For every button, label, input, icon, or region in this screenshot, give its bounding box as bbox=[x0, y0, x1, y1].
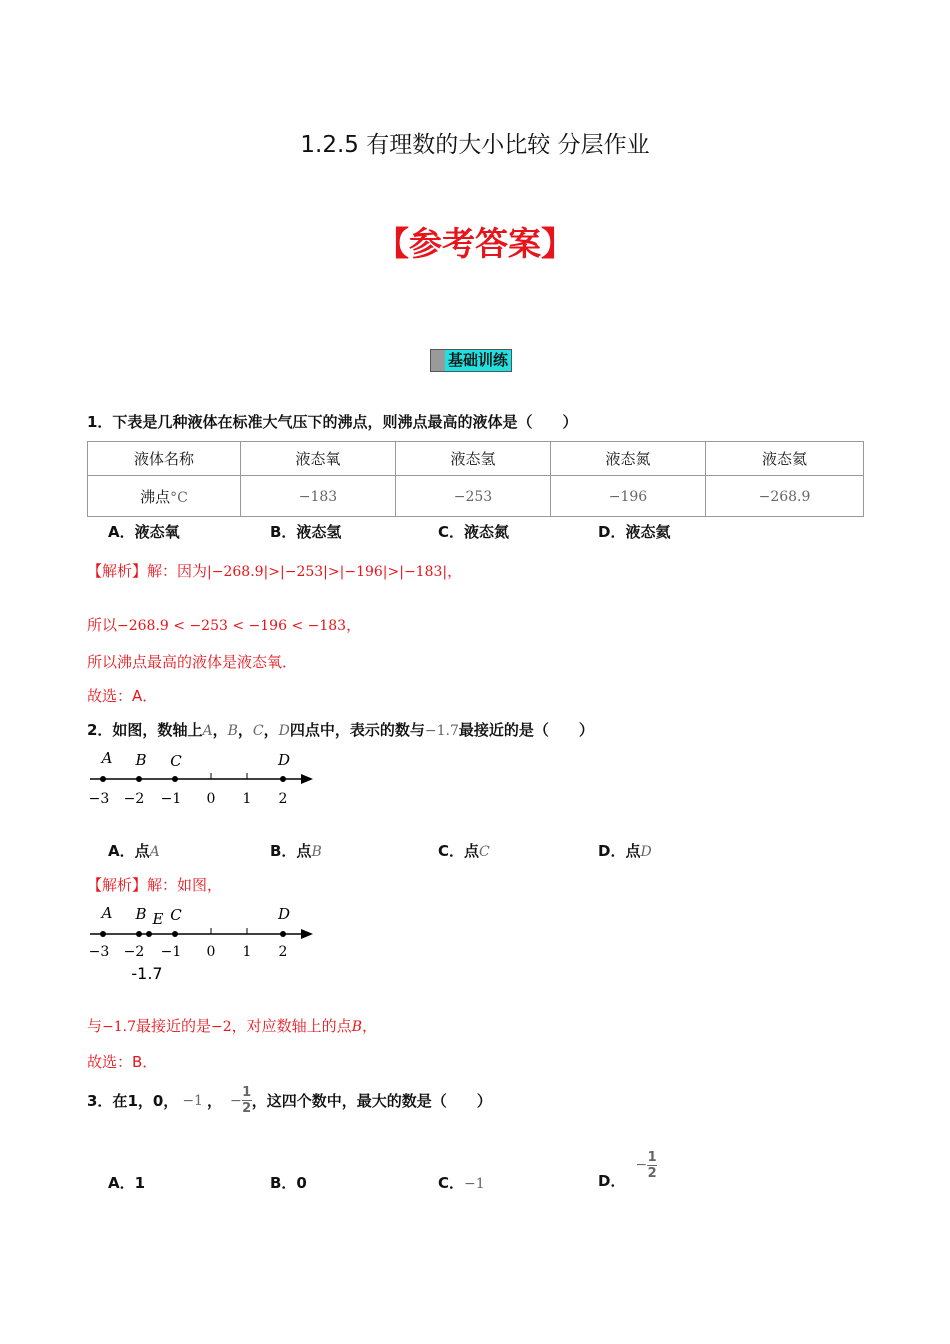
q1-option-d: D．液态氦 bbox=[598, 523, 671, 541]
option-label: D． bbox=[598, 1171, 626, 1190]
value: −1.7 bbox=[424, 723, 459, 739]
table-cell bbox=[88, 476, 241, 517]
axis-arrow bbox=[301, 774, 313, 784]
tick-label: 2 bbox=[278, 944, 288, 960]
point-label: A bbox=[202, 723, 213, 739]
point-label: C bbox=[170, 906, 182, 924]
point-label: A bbox=[101, 749, 113, 767]
table-cell: 液态氮 bbox=[551, 442, 706, 476]
section-label: 基础训练 bbox=[445, 350, 511, 371]
q1-solution-line3: 所以沸点最高的液体是液态氧． bbox=[87, 653, 298, 671]
solution-text: ，对应数轴上的点 bbox=[231, 1017, 352, 1035]
q2-solution-line2 bbox=[87, 1015, 377, 1036]
solution-math: B bbox=[351, 1019, 362, 1035]
value: −1 bbox=[464, 1176, 485, 1192]
point-label: C bbox=[479, 844, 490, 860]
option-label: C． bbox=[438, 1174, 465, 1192]
q-text: 1，0， bbox=[127, 1092, 179, 1110]
solution-text: ， bbox=[447, 562, 463, 580]
table-cell bbox=[706, 476, 864, 517]
numerator: 1 bbox=[242, 1085, 252, 1100]
solution-text: 最接近的是 bbox=[136, 1017, 212, 1035]
denominator: 2 bbox=[242, 1101, 252, 1116]
q2-solution-line3: 故选：B． bbox=[87, 1053, 158, 1071]
option-label: B．点 bbox=[270, 842, 312, 860]
answer-header: 【参考答案】 bbox=[376, 224, 574, 263]
point-label: D bbox=[278, 723, 290, 739]
solution-math: −2 bbox=[211, 1019, 232, 1035]
table-cell: 液态氧 bbox=[241, 442, 396, 476]
q3-option-d bbox=[598, 1143, 657, 1190]
solution-prefix: 【解析】 bbox=[87, 562, 148, 580]
point-label: C bbox=[170, 752, 182, 770]
tick-label: −2 bbox=[123, 944, 145, 960]
q-text: 四点中，表示的数与 bbox=[289, 721, 425, 739]
tick-label: −2 bbox=[123, 791, 145, 807]
solution-math: |−268.9|>|−253|>|−196|>|−183| bbox=[207, 564, 448, 580]
point-label: B bbox=[135, 905, 147, 923]
question-2-text bbox=[87, 719, 594, 740]
point-label: A bbox=[149, 844, 160, 860]
option-label: C．点 bbox=[438, 842, 480, 860]
q2-option-b bbox=[270, 840, 322, 861]
tick-label: −1 bbox=[160, 944, 182, 960]
table-cell bbox=[241, 476, 396, 517]
q1-option-b: B．液态氢 bbox=[270, 523, 342, 541]
solution-prefix: 【解析】 bbox=[87, 876, 148, 894]
q2-option-c bbox=[438, 840, 490, 861]
q1-option-a: A．液态氧 bbox=[108, 523, 180, 541]
point-dot bbox=[172, 931, 178, 937]
q2-solution-line1 bbox=[87, 874, 222, 895]
denominator: 2 bbox=[647, 1165, 657, 1181]
q-text: ， bbox=[212, 721, 228, 739]
tick-label: −1 bbox=[160, 791, 182, 807]
table-cell: 液态氢 bbox=[396, 442, 551, 476]
point-dot bbox=[280, 776, 286, 782]
tick-label: 0 bbox=[206, 791, 216, 807]
q3-option-c bbox=[438, 1172, 485, 1193]
page-title: 1.2.5 有理数的大小比较 分层作业 bbox=[300, 132, 650, 158]
point-label: B bbox=[135, 751, 147, 769]
point-dot bbox=[100, 931, 106, 937]
numerator: 1 bbox=[647, 1149, 657, 1165]
tick-label: −3 bbox=[88, 791, 110, 807]
q2-option-d bbox=[598, 840, 652, 861]
fraction bbox=[647, 1150, 657, 1181]
section-badge bbox=[430, 349, 512, 372]
q1-solution-line1 bbox=[87, 560, 462, 581]
marker-label: -1.7 bbox=[131, 964, 163, 983]
q-text: ， bbox=[206, 1092, 222, 1110]
solution-math: −1.7 bbox=[102, 1019, 137, 1035]
point-label: D bbox=[277, 751, 291, 769]
q-text: ， bbox=[237, 721, 253, 739]
point-label: D bbox=[640, 844, 652, 860]
point-label: B bbox=[227, 723, 238, 739]
option-label: D．点 bbox=[598, 842, 641, 860]
value: −1 bbox=[182, 1092, 203, 1109]
fraction bbox=[242, 1085, 252, 1116]
point-dot bbox=[100, 776, 106, 782]
q-text: 最接近的是（ ） bbox=[458, 721, 594, 739]
solution-math: −268.9 < −253 < −196 < −183 bbox=[117, 618, 347, 634]
boiling-point-table bbox=[87, 441, 864, 517]
section-marker bbox=[431, 350, 445, 371]
solution-text: 解：如图， bbox=[147, 876, 223, 894]
value: −183 bbox=[298, 489, 338, 505]
value: −268.9 bbox=[758, 489, 811, 505]
q3-option-a: A．1 bbox=[108, 1174, 146, 1192]
fraction-sign: − bbox=[229, 1092, 242, 1109]
q-text: ， bbox=[263, 721, 279, 739]
point-label: C bbox=[252, 723, 264, 739]
q1-solution-line4: 故选：A． bbox=[87, 687, 158, 705]
point-dot bbox=[136, 776, 142, 782]
tick-label: −3 bbox=[88, 944, 110, 960]
solution-text: ， bbox=[361, 1017, 377, 1035]
solution-number-line-figure bbox=[85, 900, 320, 985]
table-row bbox=[88, 476, 864, 517]
fraction-sign: − bbox=[635, 1157, 648, 1173]
row-label: 沸点 bbox=[140, 487, 171, 506]
point-label: A bbox=[101, 904, 113, 922]
solution-text: 与 bbox=[87, 1017, 103, 1035]
point-label: B bbox=[311, 844, 322, 860]
q1-option-c: C．液态氮 bbox=[438, 523, 510, 541]
unit: °C bbox=[170, 489, 188, 506]
solution-text: ， bbox=[346, 616, 362, 634]
table-row bbox=[88, 442, 864, 476]
solution-text: 解：因为 bbox=[147, 562, 208, 580]
value: −253 bbox=[453, 489, 493, 505]
point-dot bbox=[136, 931, 142, 937]
q-text: 2．如图，数轴上 bbox=[87, 721, 203, 739]
question-3-text bbox=[87, 1085, 492, 1116]
tick-label: 1 bbox=[242, 944, 252, 960]
q-text: ，这四个数中，最大的数是（ ） bbox=[251, 1092, 492, 1110]
question-1-text: 1．下表是几种液体在标准大气压下的沸点，则沸点最高的液体是（ ） bbox=[87, 413, 578, 431]
table-cell bbox=[551, 476, 706, 517]
tick-label: 0 bbox=[206, 944, 216, 960]
point-label: E bbox=[152, 910, 164, 928]
solution-text: 所以 bbox=[87, 616, 118, 634]
tick-label: 2 bbox=[278, 791, 288, 807]
q2-option-a bbox=[108, 840, 160, 861]
number-line-figure bbox=[85, 745, 320, 810]
q-text: 3．在 bbox=[87, 1092, 128, 1110]
tick-label: 1 bbox=[242, 791, 252, 807]
q1-solution-line2 bbox=[87, 614, 361, 635]
point-dot bbox=[172, 776, 178, 782]
table-cell: 液体名称 bbox=[88, 442, 241, 476]
point-dot bbox=[280, 931, 286, 937]
point-label: D bbox=[277, 905, 291, 923]
table-cell: 液态氦 bbox=[706, 442, 864, 476]
q3-option-b: B．0 bbox=[270, 1174, 307, 1192]
table-cell bbox=[396, 476, 551, 517]
option-label: A．点 bbox=[108, 842, 150, 860]
value: −196 bbox=[608, 489, 648, 505]
point-dot bbox=[146, 931, 152, 937]
axis-arrow bbox=[301, 929, 313, 939]
